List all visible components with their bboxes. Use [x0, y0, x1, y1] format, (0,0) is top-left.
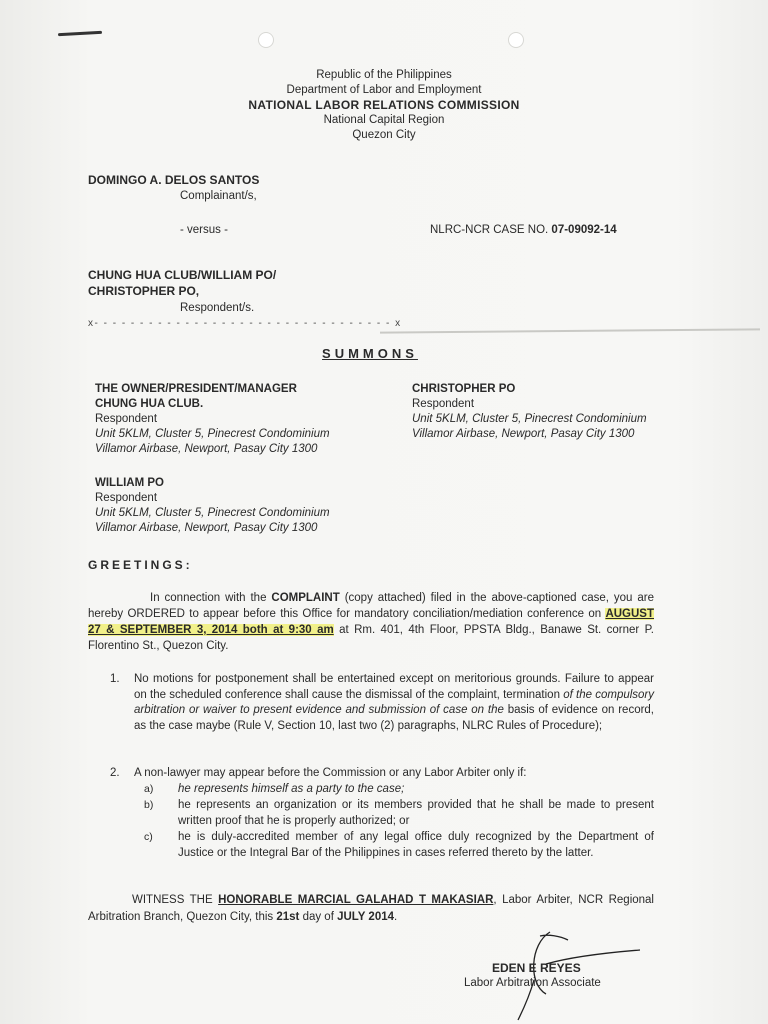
letterhead-republic: Republic of the Philippines [316, 69, 452, 81]
sub-item [144, 798, 654, 829]
list-item [104, 766, 654, 782]
witness-month-year: JULY 2014 [337, 911, 395, 923]
addressee-address-2: Villamor Airbase, Newport, Pasay City 1300 [95, 443, 318, 455]
respondent-line-2: CHRISTOPHER PO, [88, 284, 200, 298]
greetings-heading: GREETINGS: [88, 558, 193, 572]
addressee-address-1: Unit 5KLM, Cluster 5, Pinecrest Condominium [95, 428, 330, 440]
respondent-names [88, 267, 276, 299]
list-item [104, 672, 655, 732]
addressee-name: CHRISTOPHER PO [412, 383, 516, 395]
complainant-name: DOMINGO A. DELOS SANTOS [88, 173, 260, 187]
sub-item-label: c) [144, 831, 153, 843]
case-number-value: 07-09092-14 [551, 224, 617, 236]
versus-label: - versus - [180, 224, 228, 236]
case-label: NLRC-NCR CASE NO. [430, 224, 549, 236]
list-item-text: A non-lawyer may appear before the Commission or any Labor Arbiter only if: [134, 767, 527, 779]
letterhead-region: National Capital Region [323, 114, 445, 126]
sub-item-text: he is duly-accredited member of any legal office duly recognized by the Department of Justice or the Integral Bar of the Philippines in cases referred thereto by the latter. [178, 831, 654, 859]
respondent-role: Respondent/s. [180, 302, 255, 314]
sub-item [144, 830, 654, 861]
signatory-name: EDEN E REYES [492, 961, 581, 975]
signatory-title: Labor Arbitration Associate [464, 977, 601, 989]
list-item-text [134, 672, 654, 734]
addressee-name-2: CHUNG HUA CLUB. [95, 398, 204, 410]
sub-item-label: a) [144, 783, 154, 795]
sub-item-text: he represents an organization or its members provided that he shall be made to present written proof that he is properly authorized; or [178, 799, 654, 827]
intro-text-3: at Rm. 401, 4th Floor, PPSTA Bldg., Banawe St. corner P. Florentino St., Quezon City. [88, 624, 655, 652]
addressee-address-2: Villamor Airbase, Newport, Pasay City 1300 [412, 428, 635, 440]
addressee-block [95, 382, 330, 457]
complainant-role: Complainant/s, [180, 190, 257, 202]
signature-strokes [518, 932, 640, 1020]
letterhead [0, 68, 768, 143]
punch-hole-left [258, 32, 274, 48]
sub-item-label: b) [144, 799, 154, 811]
intro-text-2: (copy attached) filed in the above-captioned case, you are hereby ORDERED to appear before this Office for mandatory conciliation/mediation conference on [88, 592, 654, 620]
case-number [430, 224, 617, 236]
witness-text-4: . [394, 911, 398, 923]
addressee-address-2: Villamor Airbase, Newport, Pasay City 1300 [95, 522, 318, 534]
letterhead-commission: NATIONAL LABOR RELATIONS COMMISSION [248, 98, 520, 112]
addressee-role: Respondent [95, 492, 158, 504]
caption-divider: x- - - - - - - - - - - - - - - - - - - - - - - - - - - - - - - - - x [88, 318, 402, 329]
addressee-block [95, 476, 330, 536]
addressee-name: THE OWNER/PRESIDENT/MANAGER [95, 383, 297, 395]
item1-text-b: of the compulsory arbitration or waiver to present evidence and submission of case on the [134, 688, 655, 716]
addressee-role: Respondent [95, 413, 158, 425]
hearing-dates-highlight: AUGUST 27 & SEPTEMBER 3, 2014 both at 9:30 am [88, 608, 654, 636]
list-item-number: 2. [110, 767, 120, 779]
addressee-address-1: Unit 5KLM, Cluster 5, Pinecrest Condominium [412, 413, 647, 425]
addressee-role: Respondent [412, 398, 475, 410]
punch-hole-right [508, 32, 524, 48]
witness-text-2: , Labor Arbiter, NCR Regional Arbitration Branch, Quezon City, this [88, 894, 654, 923]
witness-day: 21st [276, 911, 300, 923]
item1-text-a: No motions for postponement shall be entertained except on meritorious grounds. Failure to appear on the scheduled conference shall cause the dismissal of the complaint, termination [134, 673, 654, 701]
witness-paragraph [88, 892, 654, 926]
intro-text-1: In connection with the [150, 592, 272, 604]
intro-paragraph [88, 590, 654, 654]
letterhead-city: Quezon City [352, 129, 416, 141]
witness-text-3: day of [299, 911, 338, 923]
respondent-line-1: CHUNG HUA CLUB/WILLIAM PO/ [88, 268, 277, 282]
arbiter-name: HONORABLE MARCIAL GALAHAD T MAKASIAR [218, 894, 494, 906]
letterhead-department: Department of Labor and Employment [286, 84, 482, 96]
item1-text-c: basis of evidence on record, as the case maybe (Rule V, Section 10, last two (2) paragraphs, NLRC Rules of Procedure); [134, 704, 655, 732]
sub-item-text: he represents himself as a party to the case; [178, 783, 405, 795]
summons-title: SUMMONS [322, 346, 418, 361]
addressee-block [412, 382, 647, 442]
addressee-address-1: Unit 5KLM, Cluster 5, Pinecrest Condominium [95, 507, 330, 519]
addressee-name: WILLIAM PO [95, 477, 164, 489]
witness-text-1: WITNESS THE [132, 894, 219, 906]
list-item-number: 1. [110, 673, 120, 685]
sub-item [144, 782, 654, 798]
complaint-word: COMPLAINT [271, 592, 340, 604]
